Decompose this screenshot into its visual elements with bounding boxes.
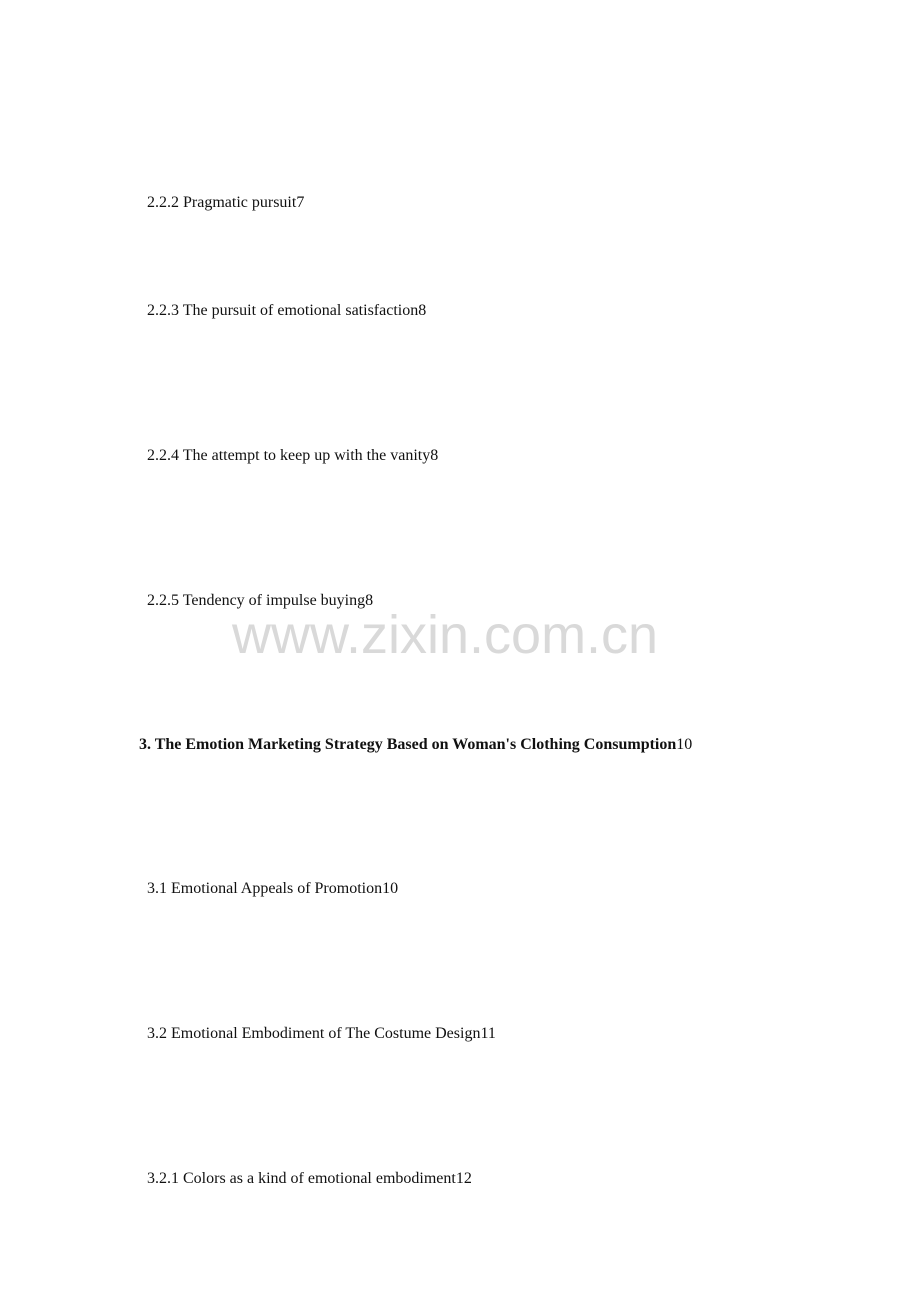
toc-entry-page-number: 11 xyxy=(480,1025,496,1042)
toc-entry-page-number: 8 xyxy=(430,447,439,464)
toc-entry-title: 3.1 Emotional Appeals of Promotion xyxy=(147,880,383,897)
toc-entry-title: 3.2.1 Colors as a kind of emotional embodiment xyxy=(147,1170,456,1187)
toc-entry-page-number: 8 xyxy=(418,302,427,319)
toc-entry-page-number: 12 xyxy=(455,1170,472,1187)
toc-entry-title: 3. The Emotion Marketing Strategy Based on Woman's Clothing Consumption xyxy=(139,736,677,753)
toc-entry-chapter-3 xyxy=(139,735,692,755)
toc-entry-3-1 xyxy=(147,879,398,899)
watermark: www.zixin.com.cn xyxy=(232,605,659,665)
toc-entry-page-number: 10 xyxy=(676,736,693,753)
toc-entry-page-number: 10 xyxy=(382,880,399,897)
toc-entry-page-number: 7 xyxy=(296,194,305,211)
toc-entry-title: 2.2.3 The pursuit of emotional satisfaction xyxy=(147,302,419,319)
toc-entry-title: 2.2.2 Pragmatic pursuit xyxy=(147,194,297,211)
toc-entry-2-2-3 xyxy=(147,301,426,321)
toc-entry-3-2 xyxy=(147,1024,496,1044)
toc-entry-title: 2.2.5 Tendency of impulse buying xyxy=(147,592,366,609)
toc-entry-2-2-4 xyxy=(147,446,438,466)
toc-entry-2-2-2 xyxy=(147,193,304,213)
toc-entry-title: 2.2.4 The attempt to keep up with the vanity xyxy=(147,447,431,464)
toc-entry-3-2-1 xyxy=(147,1169,472,1189)
toc-entry-page-number: 8 xyxy=(365,592,374,609)
toc-entry-title: 3.2 Emotional Embodiment of The Costume Design xyxy=(147,1025,481,1042)
